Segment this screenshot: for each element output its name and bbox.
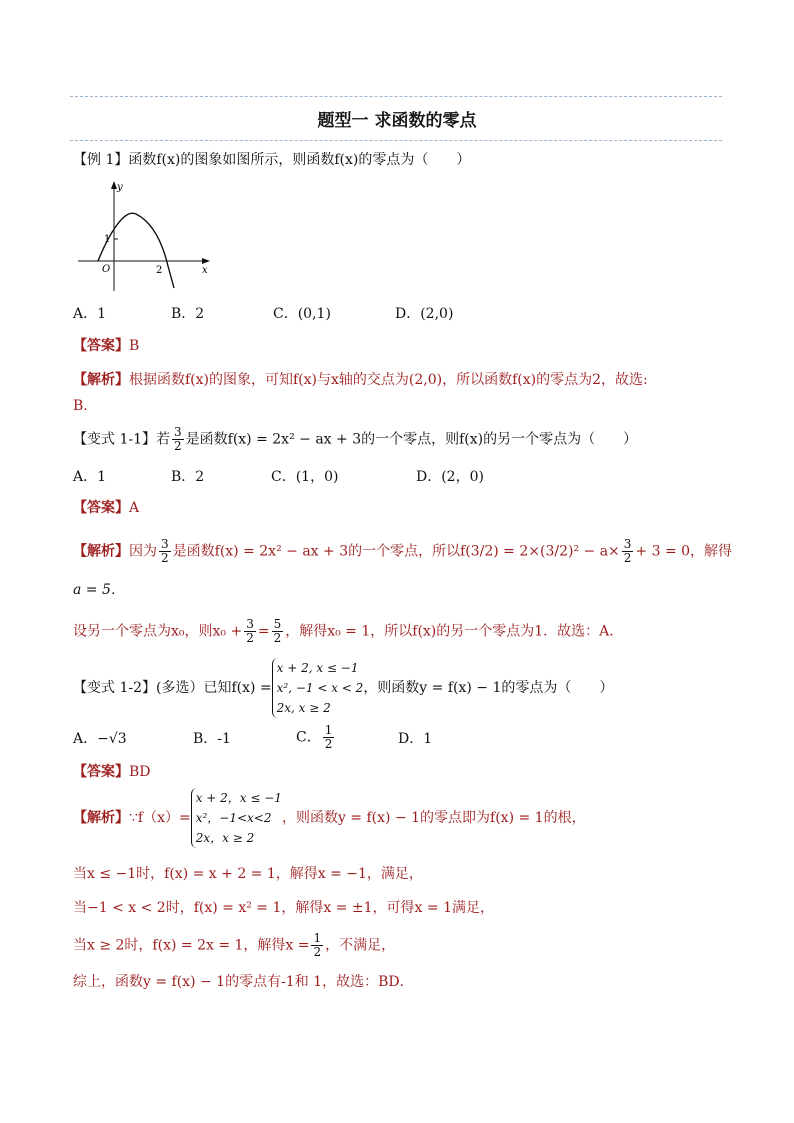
fraction-three-halves — [159, 538, 171, 565]
denominator: 2 — [174, 439, 182, 453]
numerator: 3 — [174, 425, 182, 439]
graph-tick-1: 1 — [104, 234, 111, 245]
solution-tag: 【解析】 — [73, 372, 129, 388]
ex1-option-b: B．2 — [171, 306, 205, 322]
piece-1: x + 2，x ≤ −1 — [195, 791, 282, 805]
fraction-three-halves — [622, 538, 634, 565]
option-c-label: C． — [296, 729, 321, 746]
ex1-solution — [73, 370, 648, 390]
denominator: 2 — [273, 631, 282, 645]
v11-option-a: A．1 — [73, 469, 107, 485]
denominator: 2 — [623, 551, 632, 565]
v11-answer — [73, 498, 139, 518]
numerator: 5 — [273, 617, 282, 631]
answer-value: A — [129, 500, 140, 516]
v12-question-prefix: 【变式 1-2】(多选）已知f(x) = — [73, 680, 272, 696]
solution-tag: 【解析】 — [73, 543, 129, 560]
solution-text-a: 因为 — [129, 543, 157, 560]
v12-answer — [73, 762, 151, 782]
answer-tag: 【答案】 — [73, 500, 129, 516]
top-dashed-rule — [70, 96, 722, 97]
fraction-three-halves — [172, 426, 184, 453]
piece-2: x², −1 < x < 2 — [276, 681, 364, 695]
solution-text-b: ，则函数y = f(x) − 1的零点即为f(x) = 1的根， — [281, 810, 586, 826]
piece-3: 2x, x ≥ 2 — [276, 701, 331, 715]
v12-question-suffix: ，则函数y = f(x) − 1的零点为（ ） — [363, 680, 614, 696]
ex1-answer — [73, 336, 139, 356]
case-3-text-a: 当x ≥ 2时，f(x) = 2x = 1，解得x = — [73, 937, 310, 954]
variant-1-2-question — [73, 656, 613, 720]
page-title: 题型一 求函数的零点 — [317, 111, 477, 131]
v12-option-a: A．−√3 — [73, 731, 127, 747]
ex1-solution-end: B. — [73, 398, 88, 414]
v12-case-2: 当−1 < x < 2时，f(x) = x² = 1，解得x = ±1，可得x = 1满足， — [73, 900, 494, 916]
graph-tick-2: 2 — [156, 265, 163, 276]
piecewise-function — [191, 788, 282, 848]
answer-value: BD — [129, 764, 151, 780]
answer-tag: 【答案】 — [73, 338, 129, 354]
v12-option-b: B．-1 — [193, 731, 231, 747]
v11-solution-line-1 — [73, 538, 732, 565]
denominator: 2 — [246, 631, 254, 645]
example-1-question: 【例 1】函数f(x)的图象如图所示，则函数f(x)的零点为（ ） — [73, 152, 471, 168]
function-graph — [74, 176, 214, 294]
ex1-option-c: C．(0,1) — [273, 306, 331, 322]
numerator: 3 — [161, 537, 169, 551]
solution-text-b: 是函数f(x) = 2x² − ax + 3的一个零点，所以f(3/2) = 2×(3/2)² − a× — [172, 543, 620, 560]
v12-case-1: 当x ≤ −1时，f(x) = x + 2 = 1，解得x = −1，满足， — [73, 866, 423, 882]
numerator: 1 — [324, 723, 333, 737]
denominator: 2 — [313, 945, 322, 959]
v12-option-d: D．1 — [398, 731, 433, 747]
answer-value: B — [129, 338, 140, 354]
v11-solution-line-2: a = 5． — [73, 582, 125, 598]
case-3-text-b: ，不满足， — [325, 937, 396, 954]
fraction-one-half — [311, 932, 323, 959]
ex1-option-d: D．(2,0) — [395, 306, 454, 322]
solution-text: 根据函数f(x)的图象，可知f(x)与x轴的交点为(2,0)，所以函数f(x)的零点为2，故选: — [129, 372, 648, 388]
piecewise-function — [272, 658, 364, 718]
v11-question-prefix: 【变式 1-1】若 — [73, 431, 170, 448]
ex1-option-a: A．1 — [73, 306, 107, 322]
solution-text-c: + 3 = 0，解得 — [635, 543, 733, 560]
solution-text-a: 设另一个零点为x₀，则x₀ + — [73, 623, 243, 640]
graph-y-label: y — [117, 182, 123, 193]
v11-option-c: C．(1，0) — [271, 469, 339, 485]
fraction-three-halves — [244, 618, 256, 645]
v11-question-suffix: 是函数f(x) = 2x² − ax + 3的一个零点，则f(x)的另一个零点为（ ） — [185, 431, 638, 448]
graph-origin-label: O — [102, 264, 111, 275]
title-dashed-rule — [70, 140, 722, 141]
answer-tag: 【答案】 — [73, 764, 129, 780]
solution-tag: 【解析】 — [73, 810, 129, 826]
piece-2: x²，−1<x<2 — [195, 811, 272, 825]
graph-x-label: x — [202, 265, 208, 276]
solution-text-a: ∵f（x）= — [129, 810, 191, 826]
solution-text-c: ，解得x₀ = 1，所以f(x)的另一个零点为1．故选：A． — [285, 623, 624, 640]
v12-option-c — [296, 724, 336, 751]
numerator: 3 — [623, 537, 632, 551]
v11-option-d: D．(2，0) — [416, 469, 484, 485]
denominator: 2 — [161, 551, 169, 565]
fraction-five-halves — [272, 618, 284, 645]
piece-3: 2x，x ≥ 2 — [195, 831, 255, 845]
denominator: 2 — [324, 737, 333, 751]
v12-solution-line-1 — [73, 786, 586, 850]
piece-1: x + 2, x ≤ −1 — [276, 661, 359, 675]
equals-sign: = — [257, 623, 270, 640]
v11-option-b: B．2 — [171, 469, 205, 485]
v11-solution-line-3 — [73, 618, 623, 645]
variant-1-1-question — [73, 426, 637, 453]
fraction-one-half — [323, 724, 335, 751]
numerator: 3 — [246, 617, 254, 631]
v12-case-3 — [73, 932, 395, 959]
v12-conclusion: 综上，函数y = f(x) − 1的零点有-1和 1，故选：BD． — [73, 974, 414, 990]
numerator: 1 — [313, 931, 322, 945]
